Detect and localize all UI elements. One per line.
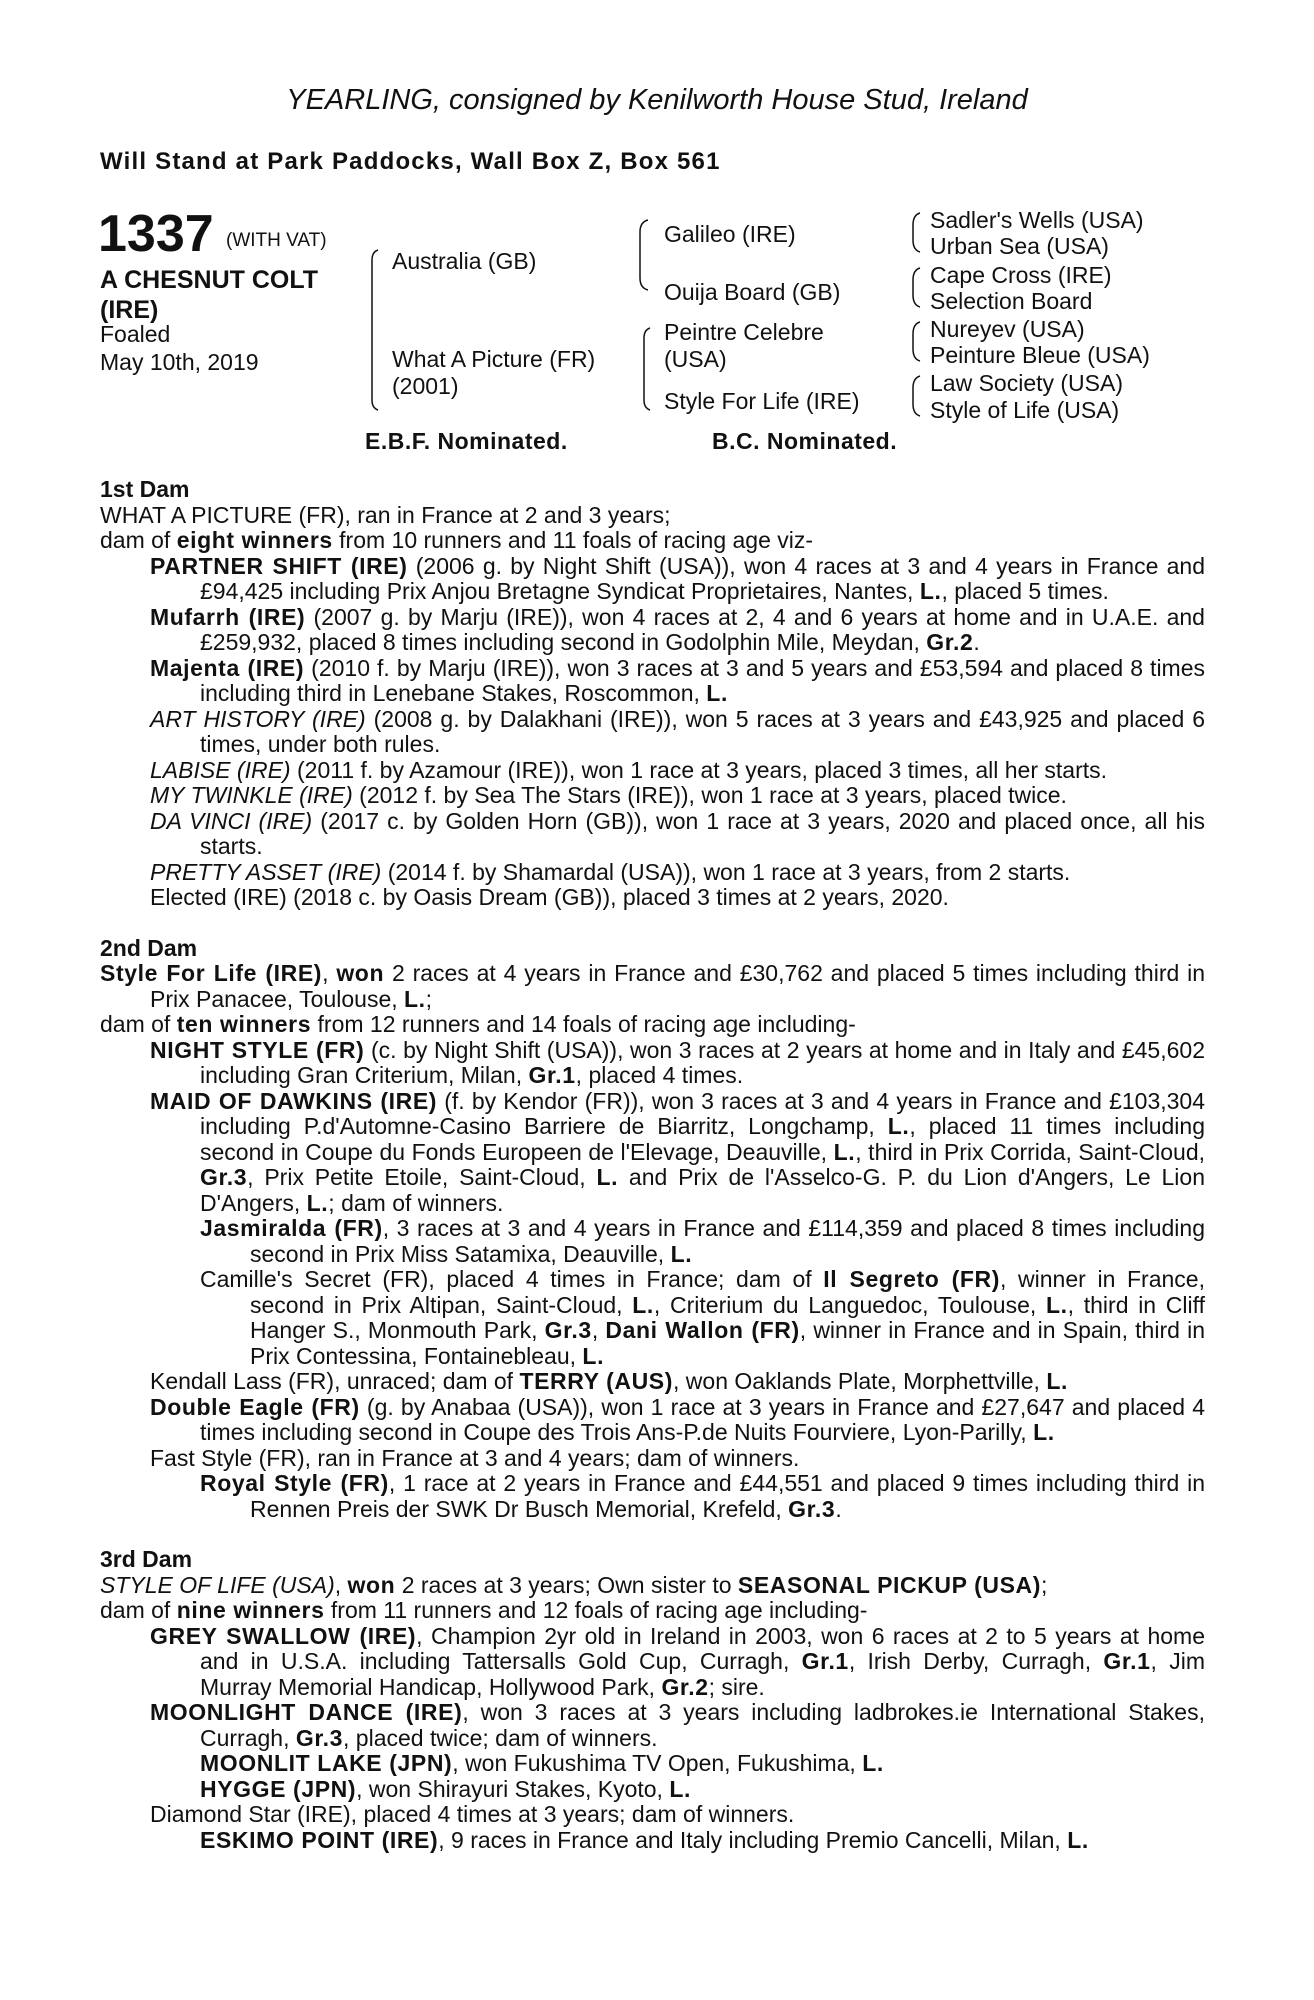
third-dam-produce: dam of nine winners from 11 runners and 12 foals of racing age including-: [100, 1597, 868, 1623]
second-dam-line: Style For Life (IRE), won 2 races at 4 years in France and £30,762 and placed 5 times including third in Prix Panacee, Toulouse, L.;: [100, 960, 1206, 1012]
produce-entry: DA VINCI (IRE) (2017 c. by Golden Horn (GB)), won 1 race at 3 years, 2020 and placed once, all his starts.: [150, 807, 1205, 859]
produce-entry: ART HISTORY (IRE) (2008 g. by Dalakhani (IRE)), won 5 races at 3 years and £43,925 and placed 6 times, under both rules.: [150, 705, 1205, 757]
produce-entry: MAID OF DAWKINS (IRE) (f. by Kendor (FR)), won 3 races at 3 and 4 years in France and £103,304 including P.d'Automne-Casino Barriere de Biarritz, Longchamp, L., placed 11 times including second in Coupe du Fonds Europeen de l'Elevage, Deauville, L., third in Prix Corrida, Saint-Cloud, Gr.3, Prix Petite Etoile, Saint-Cloud, L. and Prix de l'Asselco-G. P. du Lion d'Angers, Le Lion D'Angers, L.; dam of winners.: [150, 1087, 1205, 1216]
produce-entry: Fast Style (FR), ran in France at 3 and 4 years; dam of winners.: [150, 1444, 800, 1471]
dam-year: (2001): [392, 373, 459, 399]
grandproduce-entry: HYGGE (JPN), won Shirayuri Stakes, Kyoto, L.: [200, 1775, 691, 1802]
third-dam-heading: 3rd Dam: [100, 1546, 193, 1572]
grandproduce-entry: Camille's Secret (FR), placed 4 times in France; dam of Il Segreto (FR), winner in France, second in Prix Altipan, Saint-Cloud, L., Criterium du Languedoc, Toulouse, L., third in Cliff Hanger S., Monmouth Park, Gr.3, Dani Wallon (FR), winner in France and in Spain, third in Prix Contessina, Fontainebleau, L.: [200, 1266, 1206, 1369]
stylefor-bracket: [913, 376, 920, 416]
bc-nominated: B.C. Nominated.: [712, 428, 898, 454]
grandproduce-entry: ESKIMO POINT (IRE), 9 races in France and Italy including Premio Cancelli, Milan, L.: [200, 1826, 1089, 1853]
sire-bracket: [372, 250, 378, 410]
sss: Sadler's Wells (USA): [930, 207, 1144, 233]
second-dam-produce: dam of ten winners from 12 runners and 14 foals of racing age including-: [100, 1011, 856, 1037]
lot-number: 1337: [98, 205, 214, 263]
second-dam-heading: 2nd Dam: [100, 934, 198, 961]
colt-line-2: (IRE): [100, 296, 159, 324]
dam-sire: [664, 319, 824, 373]
grandproduce-entry: Royal Style (FR), 1 race at 2 years in France and £44,551 and placed 9 times including third in Rennen Preis der SWK Dr Busch Memorial, Krefeld, Gr.3.: [200, 1470, 1205, 1522]
galileo-bracket: [913, 213, 920, 252]
produce-entry: LABISE (IRE) (2011 f. by Azamour (IRE)), won 1 race at 3 years, placed 3 times, all her starts.: [150, 756, 1108, 783]
stand-location: Will Stand at Park Paddocks, Wall Box Z, Box 561: [100, 148, 721, 175]
grandproduce-entry: Kendall Lass (FR), unraced; dam of TERRY (AUS), won Oaklands Plate, Morphettville, L.: [150, 1368, 1068, 1394]
first-dam-produce: dam of eight winners from 10 runners and 11 foals of racing age viz-: [100, 527, 814, 553]
dam-sire-line-2: (USA): [664, 346, 727, 372]
produce-entry: MY TWINKLE (IRE) (2012 f. by Sea The Stars (IRE)), won 1 race at 3 years, placed twice.: [150, 782, 1067, 808]
dam-dam: Style For Life (IRE): [664, 388, 860, 414]
dss: Nureyev (USA): [930, 316, 1085, 342]
dam-sire-line-1: Peintre Celebre: [664, 319, 824, 345]
ssd: Urban Sea (USA): [930, 233, 1109, 259]
dds: Law Society (USA): [930, 370, 1124, 396]
produce-entry: Mufarrh (IRE) (2007 g. by Marju (IRE)), won 4 races at 2, 4 and 6 years at home and in U.A.E. and £259,932, placed 8 times including second in Godolphin Mile, Meydan, Gr.2.: [150, 603, 1205, 655]
peintre-bracket: [913, 322, 920, 361]
produce-entry: Double Eagle (FR) (g. by Anabaa (USA)), won 1 race at 3 years in France and £27,647 and placed 4 times including second in Coupe des Trois Ans-P.de Nuits Fourviere, Lyon-Parilly, L.: [150, 1393, 1205, 1445]
produce-entry: Majenta (IRE) (2010 f. by Marju (IRE)), won 3 races at 3 and 5 years and £53,594 and placed 8 times including third in Lenebane Stakes, Roscommon, L.: [150, 654, 1206, 706]
grandproduce-entry: Jasmiralda (FR), 3 races at 3 and 4 years in France and £114,359 and placed 8 times including second in Prix Miss Satamixa, Deauville, L.: [200, 1215, 1205, 1267]
produce-entry: Diamond Star (IRE), placed 4 times at 3 years; dam of winners.: [150, 1801, 795, 1827]
dam-line-bracket: [644, 328, 650, 410]
sdd: Selection Board: [930, 288, 1093, 314]
first-dam-line: WHAT A PICTURE (FR), ran in France at 2 and 3 years;: [100, 501, 671, 528]
sire-dam: Ouija Board (GB): [664, 279, 841, 305]
foaled-label: Foaled: [100, 321, 171, 347]
produce-entry: PARTNER SHIFT (IRE) (2006 g. by Night Shift (USA)), won 4 races at 3 and 4 years in France and £94,425 including Prix Anjou Bretagne Syndicat Proprietaires, Nantes, L., placed 5 times.: [150, 552, 1205, 604]
sire-name: Australia (GB): [392, 248, 537, 274]
produce-entry: Elected (IRE) (2018 c. by Oasis Dream (GB)), placed 3 times at 2 years, 2020.: [150, 884, 949, 910]
ebf-nominated: E.B.F. Nominated.: [365, 428, 568, 454]
colt-line-1: A CHESNUT COLT: [100, 266, 319, 294]
dsd: Peinture Bleue (USA): [930, 342, 1150, 368]
dam-name-line-1: What A Picture (FR): [392, 346, 596, 372]
sds: Cape Cross (IRE): [930, 262, 1112, 288]
sire-line-bracket: [640, 220, 648, 290]
foaled-date: May 10th, 2019: [100, 349, 259, 375]
ouija-bracket: [913, 268, 920, 307]
produce-entry: PRETTY ASSET (IRE) (2014 f. by Shamardal (USA)), won 1 race at 3 years, from 2 starts.: [150, 858, 1071, 885]
produce-entry: NIGHT STYLE (FR) (c. by Night Shift (USA)), won 3 races at 2 years at home and in Italy and £45,602 including Gran Criterium, Milan, Gr.1, placed 4 times.: [150, 1036, 1205, 1088]
dam-name: [392, 346, 595, 400]
third-dam-line: STYLE OF LIFE (USA), won 2 races at 3 years; Own sister to SEASONAL PICKUP (USA);: [100, 1571, 1048, 1598]
sire-sire: Galileo (IRE): [664, 221, 796, 247]
catalogue-body: [100, 477, 1205, 1853]
grandproduce-entry: MOONLIT LAKE (JPN), won Fukushima TV Open, Fukushima, L.: [200, 1750, 884, 1776]
first-dam-heading: 1st Dam: [100, 476, 190, 502]
ddd: Style of Life (USA): [930, 397, 1120, 423]
catalogue-header: YEARLING, consigned by Kenilworth House Stud, Ireland: [286, 84, 1028, 116]
produce-entry: MOONLIGHT DANCE (IRE), won 3 races at 3 years including ladbrokes.ie International Stakes, Curragh, Gr.3, placed twice; dam of winners.: [150, 1699, 1205, 1751]
vat-note: (WITH VAT): [226, 230, 327, 251]
produce-entry: GREY SWALLOW (IRE), Champion 2yr old in Ireland in 2003, won 6 races at 2 to 5 years at home and in U.S.A. including Tattersalls Gold Cup, Curragh, Gr.1, Irish Derby, Curragh, Gr.1, Jim Murray Memorial Handicap, Hollywood Park, Gr.2; sire.: [150, 1622, 1205, 1700]
